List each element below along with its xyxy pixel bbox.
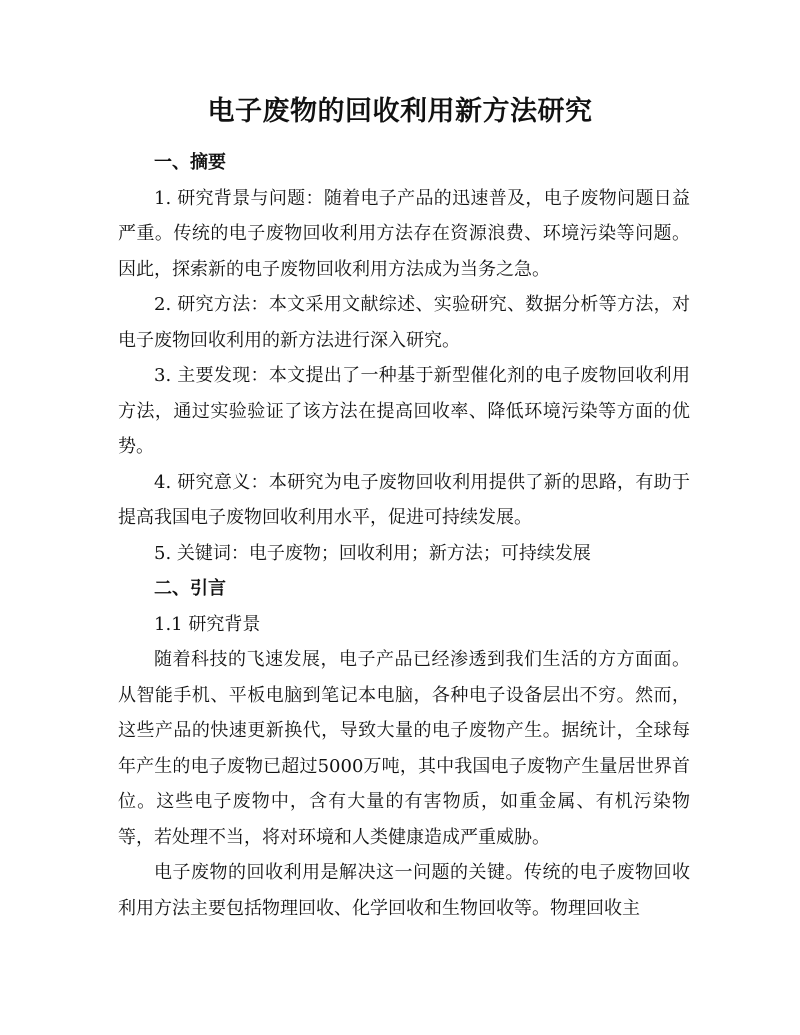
document-body	[118, 145, 690, 926]
abstract-item: 5. 关键词：电子废物；回收利用；新方法；可持续发展	[154, 542, 591, 564]
abstract-item: 1. 研究背景与问题：随着电子产品的迅速普及，电子废物问题日益严重。传统的电子废物回收利用方法存在资源浪费、环境污染等问题。因此，探索新的电子废物回收利用方法成为当务之急。	[118, 187, 690, 280]
abstract-item: 4. 研究意义：本研究为电子废物回收利用提供了新的思路，有助于提高我国电子废物回收利用水平，促进可持续发展。	[118, 471, 690, 528]
document-title: 电子废物的回收利用新方法研究	[207, 96, 593, 127]
section-heading-abstract: 一、摘要	[154, 152, 226, 173]
body-paragraph: 电子废物的回收利用是解决这一问题的关键。传统的电子废物回收利用方法主要包括物理回收、化学回收和生物回收等。物理回收主	[118, 862, 690, 919]
abstract-item: 3. 主要发现：本文提出了一种基于新型催化剂的电子废物回收利用方法，通过实验验证了该方法在提高回收率、降低环境污染等方面的优势。	[118, 365, 690, 457]
body-paragraph: 随着科技的飞速发展，电子产品已经渗透到我们生活的方方面面。从智能手机、平板电脑到笔记本电脑，各种电子设备层出不穷。然而，这些产品的快速更新换代，导致大量的电子废物产生。据统计，全球每年产生的电子废物已超过5000万吨，其中我国电子废物产生量居世界首位。这些电子废物中，含有大量的有害物质，如重金属、有机污染物等，若处理不当，将对环境和人类健康造成严重威胁。	[118, 649, 690, 848]
abstract-item: 2. 研究方法：本文采用文献综述、实验研究、数据分析等方法，对电子废物回收利用的新方法进行深入研究。	[118, 294, 690, 351]
subsection-heading-background: 1.1 研究背景	[154, 613, 261, 635]
section-heading-introduction: 二、引言	[154, 578, 226, 599]
